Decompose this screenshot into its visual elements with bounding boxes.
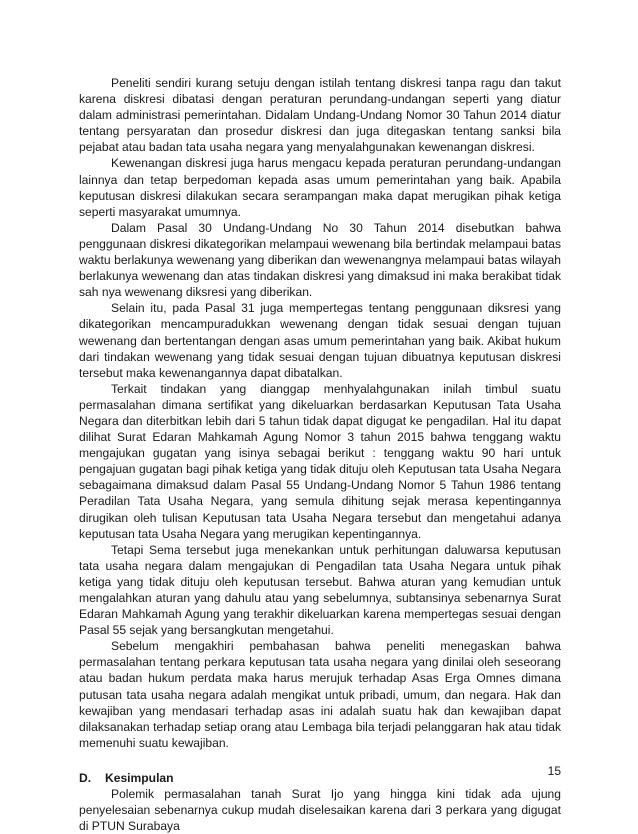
paragraph-2: Kewenangan diskresi juga harus mengacu kepada peraturan perundang-undangan lainnya dan tetap berpedoman kepada asas umum pemerintahan yang baik. Apabila keputusan diskresi dilakukan secara serampangan maka dapat merugikan pihak ketiga seperti masyarakat umumnya. — [79, 156, 561, 219]
paragraph-5: Terkait tindakan yang dianggap menhyalahgunakan inilah timbul suatu permasalahan dimana sertifikat yang dikeluarkan berdasarkan Keputusan Tata Usaha Negara dan diterbitkan lebih dari 5 tahun tidak dapat digugat ke pengadilan. Hal itu dapat dilihat Surat Edaran Mahkamah Agung Nomor 3 tahun 2015 bahwa tenggang waktu mengajukan gugatan yang isinya sebagai berikut : tenggang waktu 90 hari untuk pengajuan gugatan bagi pihak ketiga yang tidak dituju oleh Keputusan tata Usaha Negara sebagaimana dimaksud dalam Pasal 55 Undang-Undang Nomor 5 Tahun 1986 tentang Peradilan Tata Usaha Negara, yang semula dihitung sejak merasa kepentingannya dirugikan oleh tulisan Keputusan tata Usaha Negara tersebut dan mengetahui adanya keputusan tata Usaha Negara yang merugikan kepentingannya. — [79, 381, 561, 541]
page-number: 15 — [547, 764, 561, 778]
paragraph-1: Peneliti sendiri kurang setuju dengan istilah tentang diskresi tanpa ragu dan takut karena diskresi dibatasi dengan peraturan perundang-undangan seperti yang diatur dalam administrasi pemerintahan. Didalam Undang-Undang Nomor 30 Tahun 2014 diatur tentang persyaratan dan prosedur diskresi dan juga ditegaskan tentang sanksi bila pejabat atau badan tata usaha negara yang menyalahgunakan kewenangan diskresi. — [79, 76, 561, 155]
section-letter: D. — [79, 770, 92, 785]
section-paragraph: Polemik permasalahan tanah Surat Ijo yang hingga kini tidak ada ujung penyelesaian sebenarnya cukup mudah diselesaikan karena dari 3 perkara yang digugat di PTUN Surabaya — [79, 787, 561, 834]
paragraph-3: Dalam Pasal 30 Undang-Undang No 30 Tahun 2014 disebutkan bahwa penggunaan diskresi dikategorikan melampaui wewenang bila bertindak melampaui batas waktu berlakunya wewenang yang diberikan dan wewenangnya melampaui batas wilayah berlakunya wewenang dan atas tindakan diskresi yang dimaksud ini maka berakibat tidak sah nya wewenang diksresi yang diberikan. — [79, 220, 561, 300]
section-title: Kesimpulan — [105, 770, 174, 785]
section-heading — [79, 770, 561, 786]
paragraph-7: Sebelum mengakhiri pembahasan bahwa peneliti menegaskan bahwa permasalahan tentang perkara keputusan tata usaha negara yang dinilai oleh seseorang atau badan hukum perdata maka harus merujuk terhadap Asas Erga Omnes dimana putusan tata usaha negara adalah mengikat untuk pribadi, umum, dan negara. Hak dan kewajiban yang mendasari terhadap asas ini adalah suatu hak dan kewajiban dapat dilaksanakan terhadap setiap orang atau Lembaga bila terjadi pelanggaran hak atau tidak memenuhi suatu kewajiban. — [79, 639, 561, 750]
paragraph-4: Selain itu, pada Pasal 31 juga mempertegas tentang penggunaan diksresi yang dikategorikan mencampuradukkan wewenang dengan tidak sesuai dengan tujuan wewenang dan bertentangan dengan asas umum pemerintahan yang baik. Akibat hukum dari tindakan wewenang yang tidak sesuai dengan tujuan dibuatnya keputusan diskresi tersebut maka kewenangannya dapat dibatalkan. — [79, 301, 561, 380]
paragraph-6: Tetapi Sema tersebut juga menekankan untuk perhitungan daluwarsa keputusan tata usaha negara dalam mengajukan di Pengadilan tata Usaha Negara untuk pihak ketiga yang tidak dituju oleh keputusan tersebut. Bahwa aturan yang kemudian untuk mengalahkan aturan yang dahulu atau yang sebelumnya, subtansinya sebenarnya Surat Edaran Mahkamah Agung yang terakhir dikeluarkan karena mempertegas sesuai dengan Pasal 55 sejak yang bersangkutan mengetahui. — [79, 542, 561, 638]
